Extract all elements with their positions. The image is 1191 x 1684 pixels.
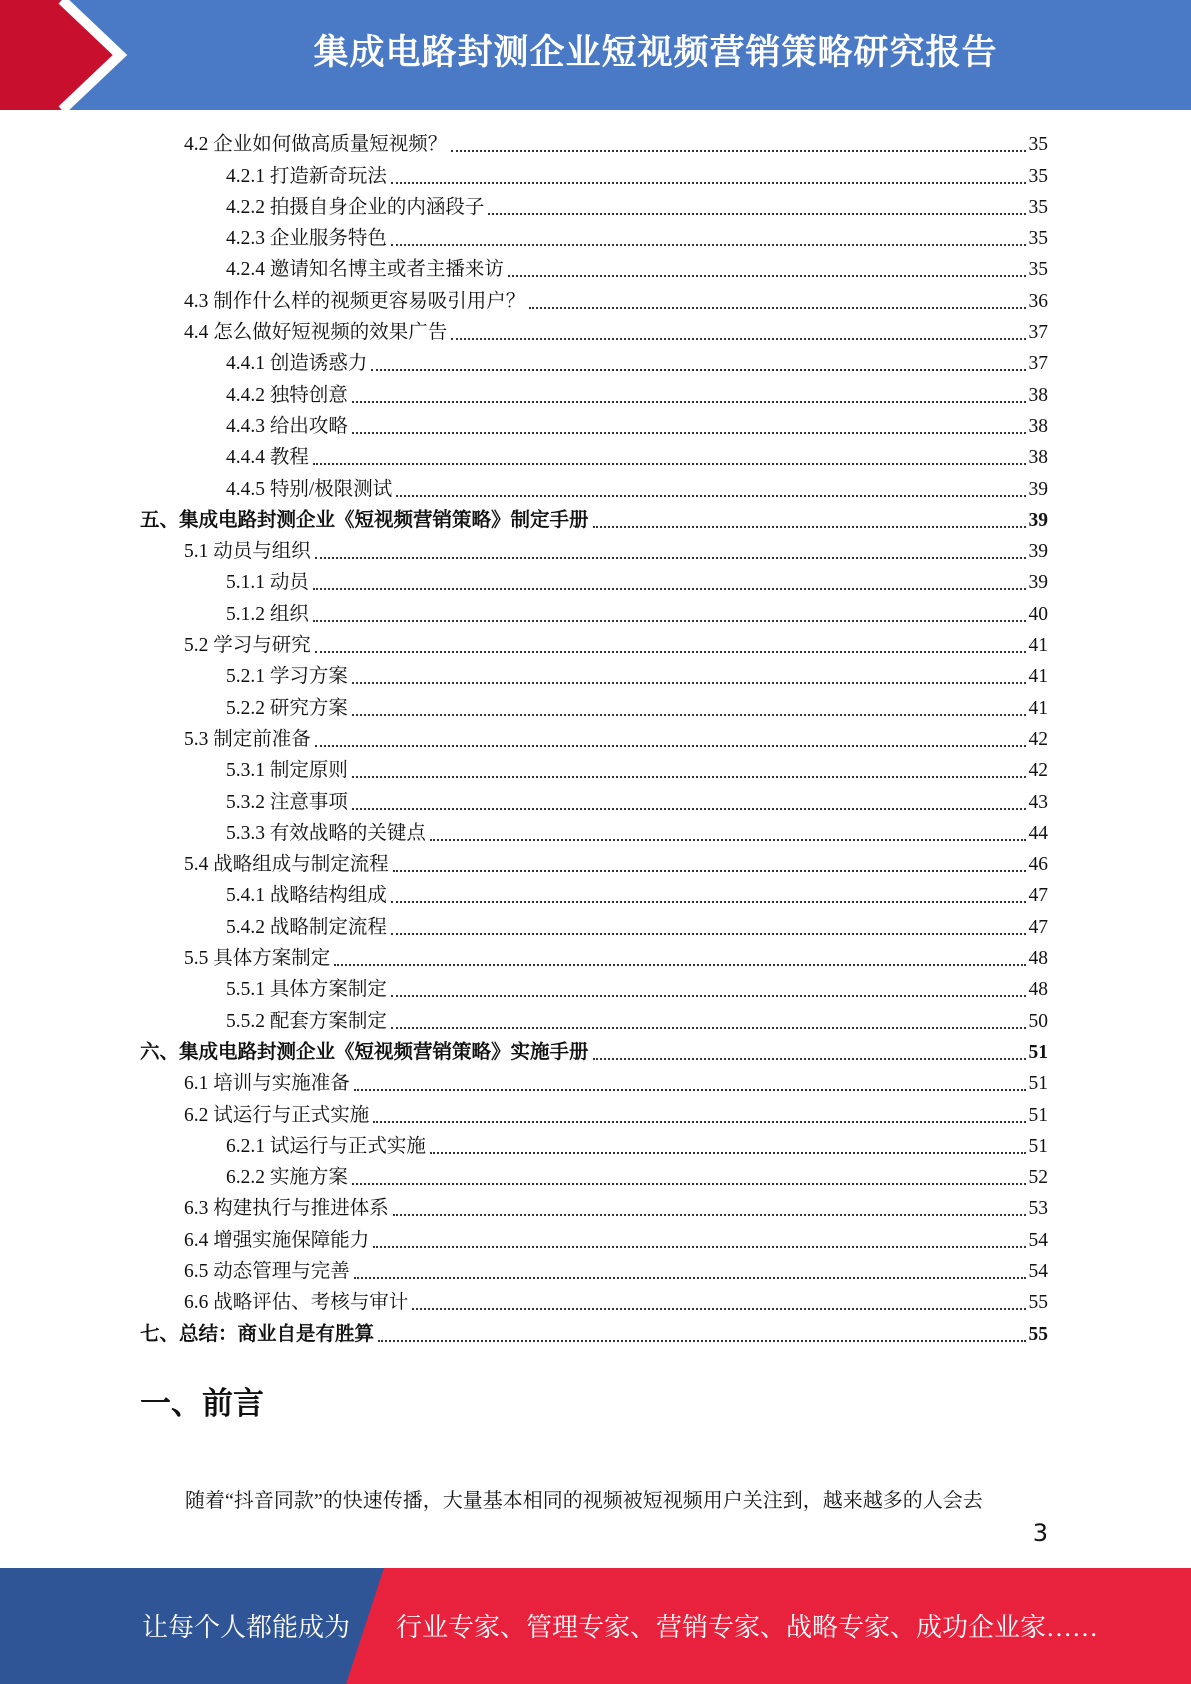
toc-entry-label: 6.2.2 实施方案 bbox=[226, 1167, 348, 1189]
toc-entry[interactable] bbox=[140, 596, 1048, 627]
toc-entry-label: 5.5.2 配套方案制定 bbox=[226, 1010, 387, 1032]
toc-entry-label: 五、集成电路封测企业《短视频营销策略》制定手册 bbox=[140, 509, 589, 531]
toc-entry-page: 54 bbox=[1028, 1229, 1048, 1251]
toc-entry[interactable] bbox=[140, 1035, 1048, 1066]
toc-dot-leader bbox=[593, 1057, 1026, 1060]
toc-entry[interactable] bbox=[140, 252, 1048, 283]
toc-entry[interactable] bbox=[140, 158, 1048, 189]
toc-entry-page: 35 bbox=[1028, 228, 1048, 250]
toc-dot-leader bbox=[313, 462, 1026, 465]
toc-entry-page: 42 bbox=[1028, 760, 1048, 782]
toc-entry-page: 52 bbox=[1028, 1167, 1048, 1189]
toc-entry[interactable] bbox=[140, 628, 1048, 659]
toc-dot-leader bbox=[451, 337, 1025, 340]
toc-dot-leader bbox=[373, 1245, 1025, 1248]
toc-dot-leader bbox=[352, 713, 1026, 716]
toc-entry[interactable] bbox=[140, 283, 1048, 314]
toc-entry[interactable] bbox=[140, 503, 1048, 534]
toc-entry-label: 5.4.1 战略结构组成 bbox=[226, 885, 387, 907]
toc-entry-page: 39 bbox=[1028, 541, 1048, 563]
toc-dot-leader bbox=[352, 681, 1026, 684]
page-footer bbox=[0, 1568, 1191, 1684]
report-title: 集成电路封测企业短视频营销策略研究报告 bbox=[313, 33, 998, 73]
toc-entry[interactable] bbox=[140, 1285, 1048, 1316]
toc-entry-label: 5.3.1 制定原则 bbox=[226, 760, 348, 782]
toc-entry-page: 37 bbox=[1028, 322, 1048, 344]
toc-entry[interactable] bbox=[140, 409, 1048, 440]
toc-dot-leader bbox=[508, 274, 1026, 277]
toc-entry-label: 4.4 怎么做好短视频的效果广告 bbox=[184, 322, 448, 344]
toc-entry-page: 39 bbox=[1028, 478, 1048, 500]
toc-entry-label: 5.1 动员与组织 bbox=[184, 541, 311, 563]
toc-entry[interactable] bbox=[140, 816, 1048, 847]
toc-dot-leader bbox=[313, 619, 1026, 622]
toc-dot-leader bbox=[352, 400, 1026, 403]
toc-entry[interactable] bbox=[140, 377, 1048, 408]
toc-entry-page: 51 bbox=[1028, 1073, 1048, 1095]
toc-entry-label: 5.1.2 组织 bbox=[226, 603, 309, 625]
toc-entry-page: 42 bbox=[1028, 728, 1048, 750]
toc-entry-label: 6.2 试运行与正式实施 bbox=[184, 1104, 370, 1126]
toc-entry[interactable] bbox=[140, 315, 1048, 346]
toc-dot-leader bbox=[352, 807, 1026, 810]
toc-dot-leader bbox=[412, 1307, 1025, 1310]
toc-entry-label: 4.4.3 给出攻略 bbox=[226, 415, 348, 437]
toc-entry-page: 51 bbox=[1028, 1104, 1048, 1126]
toc-entry-label: 5.2.1 学习方案 bbox=[226, 666, 348, 688]
page-header bbox=[0, 0, 1191, 110]
table-of-contents bbox=[140, 127, 1048, 1348]
toc-entry-page: 50 bbox=[1028, 1010, 1048, 1032]
toc-dot-leader bbox=[391, 243, 1026, 246]
toc-entry[interactable] bbox=[140, 909, 1048, 940]
toc-entry-page: 48 bbox=[1028, 979, 1048, 1001]
toc-dot-leader bbox=[354, 1276, 1026, 1279]
toc-dot-leader bbox=[315, 556, 1026, 559]
toc-entry[interactable] bbox=[140, 1222, 1048, 1253]
toc-entry-label: 5.5 具体方案制定 bbox=[184, 948, 331, 970]
toc-entry-page: 53 bbox=[1028, 1198, 1048, 1220]
toc-dot-leader bbox=[391, 900, 1026, 903]
toc-dot-leader bbox=[451, 149, 1025, 152]
toc-entry-label: 六、集成电路封测企业《短视频营销策略》实施手册 bbox=[140, 1041, 589, 1063]
toc-entry-label: 6.6 战略评估、考核与审计 bbox=[184, 1292, 409, 1314]
toc-entry-page: 38 bbox=[1028, 447, 1048, 469]
toc-entry-label: 6.5 动态管理与完善 bbox=[184, 1260, 350, 1282]
toc-entry-page: 41 bbox=[1028, 697, 1048, 719]
toc-entry[interactable] bbox=[140, 1191, 1048, 1222]
toc-dot-leader bbox=[352, 1182, 1026, 1185]
toc-entry-page: 40 bbox=[1028, 603, 1048, 625]
toc-entry[interactable] bbox=[140, 847, 1048, 878]
toc-entry-page: 41 bbox=[1028, 635, 1048, 657]
toc-dot-leader bbox=[378, 1339, 1025, 1342]
toc-entry-label: 4.2.1 打造新奇玩法 bbox=[226, 165, 387, 187]
toc-entry[interactable] bbox=[140, 1254, 1048, 1285]
toc-dot-leader bbox=[313, 587, 1026, 590]
toc-dot-leader bbox=[393, 1213, 1026, 1216]
toc-dot-leader bbox=[391, 1026, 1026, 1029]
toc-entry[interactable] bbox=[140, 1129, 1048, 1160]
toc-entry-page: 35 bbox=[1028, 165, 1048, 187]
toc-entry[interactable] bbox=[140, 1160, 1048, 1191]
toc-entry-page: 54 bbox=[1028, 1260, 1048, 1282]
toc-entry[interactable] bbox=[140, 722, 1048, 753]
toc-entry-label: 4.2.4 邀请知名博主或者主播来访 bbox=[226, 259, 504, 281]
toc-entry-label: 5.4.2 战略制定流程 bbox=[226, 916, 387, 938]
toc-dot-leader bbox=[488, 212, 1025, 215]
toc-entry-label: 4.2 企业如何做高质量短视频？ bbox=[184, 134, 448, 156]
toc-entry[interactable] bbox=[140, 753, 1048, 784]
toc-entry-page: 55 bbox=[1028, 1292, 1048, 1314]
toc-dot-leader bbox=[334, 963, 1025, 966]
toc-dot-leader bbox=[529, 306, 1025, 309]
toc-entry-label: 七、总结：商业自是有胜算 bbox=[140, 1323, 375, 1345]
toc-entry[interactable] bbox=[140, 1097, 1048, 1128]
footer-slogan-left: 让每个人都能成为 bbox=[142, 1613, 351, 1642]
toc-entry-page: 47 bbox=[1028, 916, 1048, 938]
toc-dot-leader bbox=[315, 650, 1026, 653]
toc-entry-page: 46 bbox=[1028, 854, 1048, 876]
toc-entry-page: 35 bbox=[1028, 196, 1048, 218]
toc-entry[interactable] bbox=[140, 1316, 1048, 1347]
toc-entry[interactable] bbox=[140, 1003, 1048, 1034]
toc-entry-label: 4.4.2 独特创意 bbox=[226, 384, 348, 406]
toc-dot-leader bbox=[391, 994, 1026, 997]
toc-dot-leader bbox=[315, 744, 1026, 747]
toc-dot-leader bbox=[391, 932, 1026, 935]
toc-entry[interactable] bbox=[140, 346, 1048, 377]
toc-entry-label: 5.2.2 研究方案 bbox=[226, 697, 348, 719]
toc-entry[interactable] bbox=[140, 190, 1048, 221]
toc-entry-page: 39 bbox=[1028, 509, 1048, 531]
section-heading: 一、前言 bbox=[140, 1386, 264, 1422]
page-number: 3 bbox=[1032, 1519, 1048, 1547]
toc-entry-page: 55 bbox=[1028, 1323, 1048, 1345]
toc-dot-leader bbox=[352, 775, 1026, 778]
toc-entry[interactable] bbox=[140, 784, 1048, 815]
toc-dot-leader bbox=[352, 431, 1026, 434]
toc-dot-leader bbox=[373, 1120, 1025, 1123]
toc-entry-page: 43 bbox=[1028, 791, 1048, 813]
body-paragraph: 随着“抖音同款”的快速传播，大量基本相同的视频被短视频用户关注到，越来越多的人会去 bbox=[185, 1490, 983, 1512]
toc-entry-label: 4.2.2 拍摄自身企业的内涵段子 bbox=[226, 196, 485, 218]
toc-entry-label: 4.2.3 企业服务特色 bbox=[226, 228, 387, 250]
toc-entry-label: 6.4 增强实施保障能力 bbox=[184, 1229, 370, 1251]
toc-entry-page: 41 bbox=[1028, 666, 1048, 688]
toc-entry-label: 6.3 构建执行与推进体系 bbox=[184, 1198, 389, 1220]
toc-entry-label: 5.2 学习与研究 bbox=[184, 635, 311, 657]
toc-entry-label: 5.5.1 具体方案制定 bbox=[226, 979, 387, 1001]
toc-entry-page: 35 bbox=[1028, 259, 1048, 281]
toc-entry-page: 38 bbox=[1028, 415, 1048, 437]
toc-entry[interactable] bbox=[140, 659, 1048, 690]
toc-entry-label: 6.1 培训与实施准备 bbox=[184, 1073, 350, 1095]
toc-entry-page: 47 bbox=[1028, 885, 1048, 907]
toc-entry[interactable] bbox=[140, 972, 1048, 1003]
toc-entry-page: 51 bbox=[1028, 1041, 1048, 1063]
toc-entry[interactable] bbox=[140, 878, 1048, 909]
toc-dot-leader bbox=[354, 1088, 1026, 1091]
toc-entry-label: 4.4.1 创造诱惑力 bbox=[226, 353, 368, 375]
toc-entry-label: 4.4.4 教程 bbox=[226, 447, 309, 469]
toc-dot-leader bbox=[391, 181, 1026, 184]
toc-entry-page: 39 bbox=[1028, 572, 1048, 594]
toc-entry-label: 5.3.2 注意事项 bbox=[226, 791, 348, 813]
toc-entry[interactable] bbox=[140, 221, 1048, 252]
toc-entry[interactable] bbox=[140, 440, 1048, 471]
toc-entry-label: 6.2.1 试运行与正式实施 bbox=[226, 1135, 426, 1157]
toc-entry-page: 35 bbox=[1028, 134, 1048, 156]
toc-entry-label: 4.4.5 特别/极限测试 bbox=[226, 478, 393, 500]
toc-entry-page: 37 bbox=[1028, 353, 1048, 375]
toc-dot-leader bbox=[393, 869, 1026, 872]
toc-dot-leader bbox=[430, 1151, 1026, 1154]
toc-entry-page: 51 bbox=[1028, 1135, 1048, 1157]
toc-entry-label: 5.3.3 有效战略的关键点 bbox=[226, 822, 426, 844]
toc-entry-page: 48 bbox=[1028, 948, 1048, 970]
toc-dot-leader bbox=[371, 368, 1025, 371]
footer-slogan-right: 行业专家、管理专家、营销专家、战略专家、成功企业家…… bbox=[396, 1613, 1099, 1642]
toc-entry[interactable] bbox=[140, 127, 1048, 158]
toc-entry[interactable] bbox=[140, 471, 1048, 502]
toc-entry-page: 38 bbox=[1028, 384, 1048, 406]
toc-dot-leader bbox=[396, 494, 1025, 497]
toc-entry-label: 5.3 制定前准备 bbox=[184, 728, 311, 750]
toc-entry-label: 5.4 战略组成与制定流程 bbox=[184, 854, 389, 876]
toc-entry[interactable] bbox=[140, 690, 1048, 721]
toc-entry-page: 44 bbox=[1028, 822, 1048, 844]
toc-entry-label: 5.1.1 动员 bbox=[226, 572, 309, 594]
toc-entry-label: 4.3 制作什么样的视频更容易吸引用户？ bbox=[184, 290, 526, 312]
toc-dot-leader bbox=[593, 525, 1026, 528]
toc-dot-leader bbox=[430, 838, 1026, 841]
toc-entry[interactable] bbox=[140, 941, 1048, 972]
toc-entry[interactable] bbox=[140, 565, 1048, 596]
toc-entry[interactable] bbox=[140, 1066, 1048, 1097]
toc-entry[interactable] bbox=[140, 534, 1048, 565]
toc-entry-page: 36 bbox=[1028, 290, 1048, 312]
